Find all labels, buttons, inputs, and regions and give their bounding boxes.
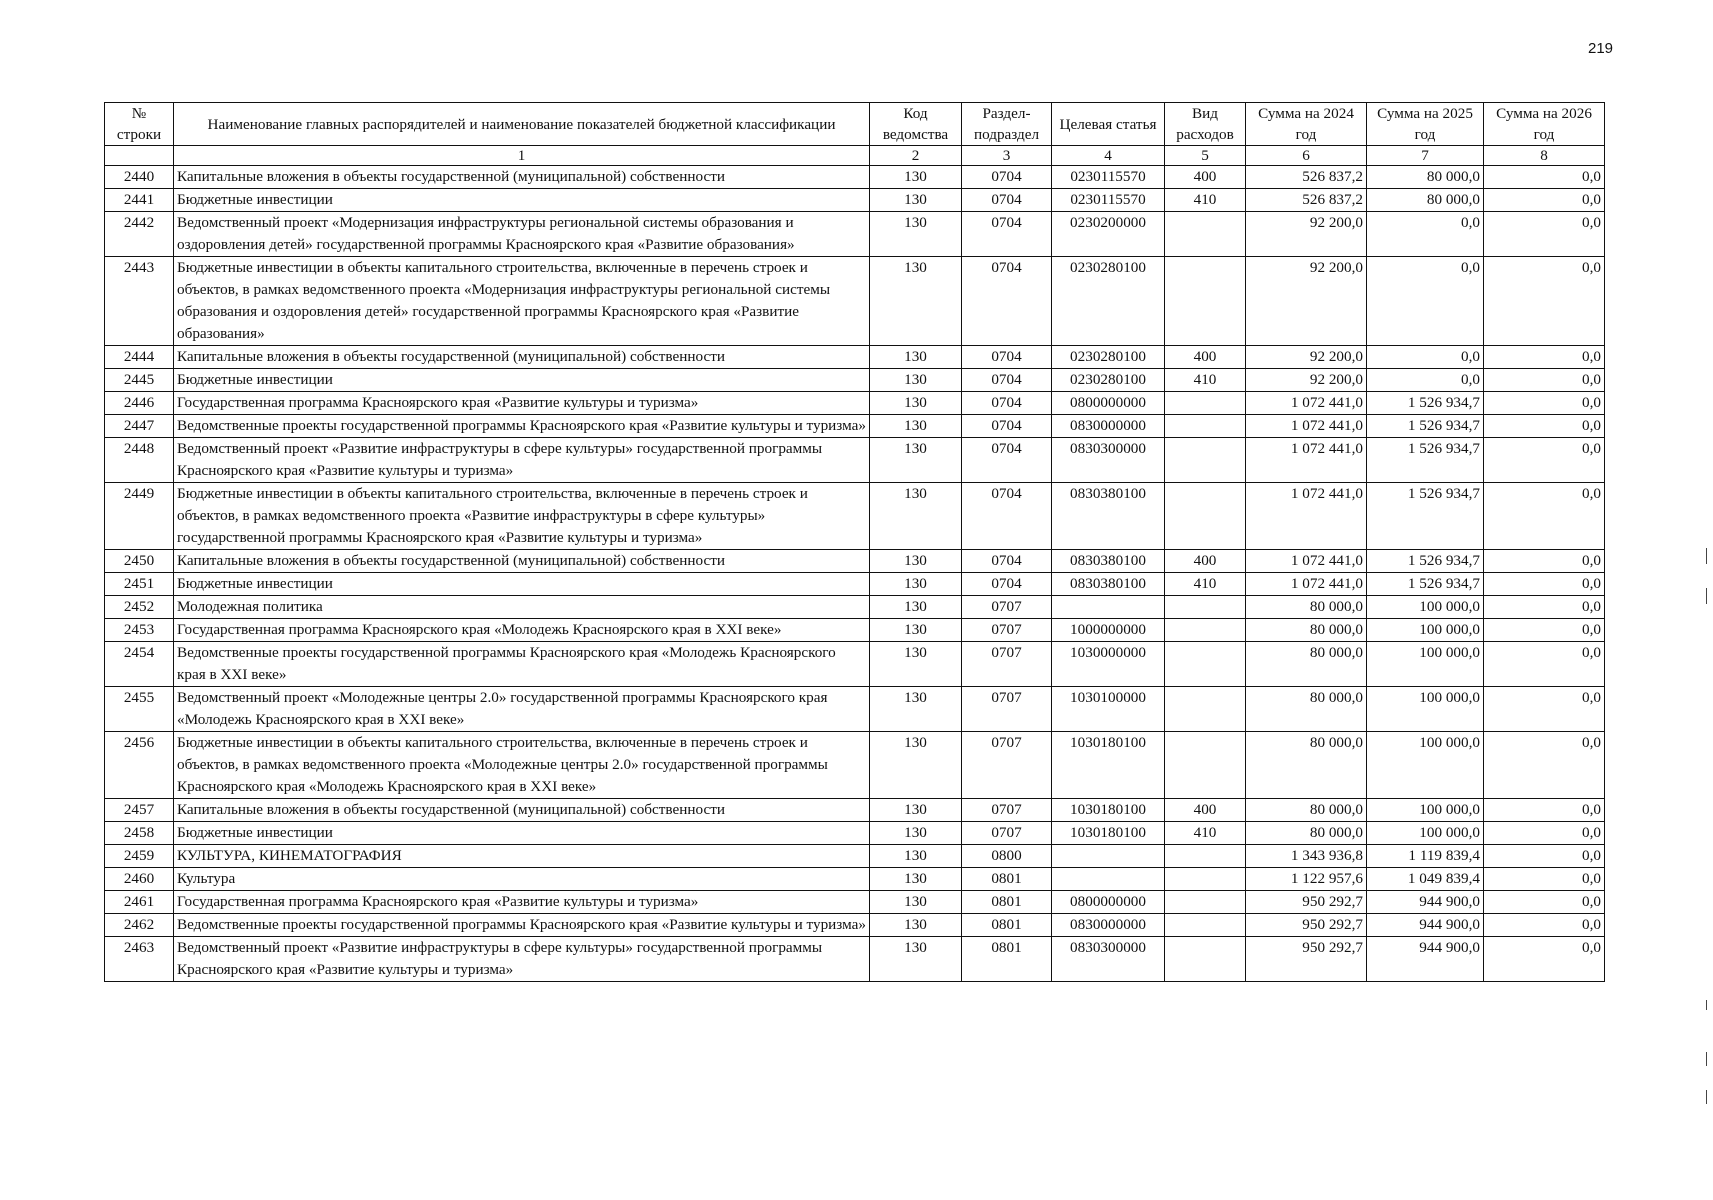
cell-expense-type bbox=[1165, 914, 1246, 937]
cell-target-article: 0830300000 bbox=[1052, 438, 1165, 483]
cell-row-number: 2446 bbox=[105, 392, 174, 415]
scan-edge-mark bbox=[1706, 588, 1707, 604]
table-row bbox=[105, 868, 1605, 891]
header-name: Наименование главных распорядителей и наименование показателей бюджетной классификации bbox=[174, 103, 870, 146]
cell-sum-2024: 1 072 441,0 bbox=[1246, 550, 1367, 573]
cell-sum-2026: 0,0 bbox=[1484, 212, 1605, 257]
cell-name: Государственная программа Красноярского края «Развитие культуры и туризма» bbox=[174, 392, 870, 415]
cell-sum-2026: 0,0 bbox=[1484, 346, 1605, 369]
header-sum-2026: Сумма на 2026 год bbox=[1484, 103, 1605, 146]
header-department-code: Код ведомства bbox=[870, 103, 962, 146]
column-number-row bbox=[105, 146, 1605, 166]
cell-row-number: 2450 bbox=[105, 550, 174, 573]
cell-row-number: 2455 bbox=[105, 687, 174, 732]
cell-expense-type: 410 bbox=[1165, 822, 1246, 845]
cell-row-number: 2441 bbox=[105, 189, 174, 212]
cell-target-article: 0230280100 bbox=[1052, 257, 1165, 346]
cell-name: Культура bbox=[174, 868, 870, 891]
cell-sum-2025: 100 000,0 bbox=[1367, 596, 1484, 619]
cell-expense-type bbox=[1165, 438, 1246, 483]
header-row-number: № строки bbox=[105, 103, 174, 146]
cell-sum-2026: 0,0 bbox=[1484, 573, 1605, 596]
cell-name: Капитальные вложения в объекты государственной (муниципальной) собственности bbox=[174, 166, 870, 189]
cell-target-article: 1030180100 bbox=[1052, 799, 1165, 822]
cell-row-number: 2443 bbox=[105, 257, 174, 346]
cell-sum-2026: 0,0 bbox=[1484, 415, 1605, 438]
cell-section: 0704 bbox=[962, 415, 1052, 438]
cell-sum-2025: 100 000,0 bbox=[1367, 687, 1484, 732]
cell-sum-2024: 1 072 441,0 bbox=[1246, 415, 1367, 438]
cell-department-code: 130 bbox=[870, 392, 962, 415]
cell-row-number: 2449 bbox=[105, 483, 174, 550]
cell-expense-type bbox=[1165, 483, 1246, 550]
cell-expense-type bbox=[1165, 642, 1246, 687]
cell-section: 0704 bbox=[962, 438, 1052, 483]
table-row bbox=[105, 438, 1605, 483]
column-number: 3 bbox=[962, 146, 1052, 166]
budget-table bbox=[104, 102, 1605, 982]
table-row bbox=[105, 937, 1605, 982]
cell-department-code: 130 bbox=[870, 596, 962, 619]
cell-row-number: 2457 bbox=[105, 799, 174, 822]
cell-section: 0704 bbox=[962, 257, 1052, 346]
cell-expense-type bbox=[1165, 619, 1246, 642]
table-row bbox=[105, 573, 1605, 596]
cell-section: 0704 bbox=[962, 212, 1052, 257]
cell-sum-2026: 0,0 bbox=[1484, 392, 1605, 415]
cell-department-code: 130 bbox=[870, 189, 962, 212]
cell-sum-2025: 100 000,0 bbox=[1367, 799, 1484, 822]
cell-sum-2025: 100 000,0 bbox=[1367, 822, 1484, 845]
cell-sum-2024: 1 122 957,6 bbox=[1246, 868, 1367, 891]
table-row bbox=[105, 212, 1605, 257]
table-row bbox=[105, 346, 1605, 369]
cell-department-code: 130 bbox=[870, 845, 962, 868]
cell-row-number: 2463 bbox=[105, 937, 174, 982]
cell-target-article: 0830000000 bbox=[1052, 415, 1165, 438]
cell-sum-2026: 0,0 bbox=[1484, 868, 1605, 891]
table-row bbox=[105, 732, 1605, 799]
cell-name: Ведомственный проект «Модернизация инфраструктуры региональной системы образования и оздоровления детей» государственной программы Красноярского края «Развитие образования» bbox=[174, 212, 870, 257]
cell-name: Ведомственные проекты государственной программы Красноярского края «Развитие культуры и туризма» bbox=[174, 415, 870, 438]
cell-expense-type: 400 bbox=[1165, 550, 1246, 573]
cell-sum-2025: 80 000,0 bbox=[1367, 189, 1484, 212]
scan-edge-mark bbox=[1706, 1090, 1707, 1104]
cell-row-number: 2440 bbox=[105, 166, 174, 189]
table-row bbox=[105, 687, 1605, 732]
cell-expense-type: 400 bbox=[1165, 166, 1246, 189]
cell-row-number: 2444 bbox=[105, 346, 174, 369]
cell-section: 0704 bbox=[962, 483, 1052, 550]
cell-name: Бюджетные инвестиции bbox=[174, 822, 870, 845]
cell-row-number: 2456 bbox=[105, 732, 174, 799]
cell-section: 0707 bbox=[962, 799, 1052, 822]
cell-department-code: 130 bbox=[870, 937, 962, 982]
table-row bbox=[105, 642, 1605, 687]
cell-target-article: 0830380100 bbox=[1052, 550, 1165, 573]
cell-expense-type bbox=[1165, 596, 1246, 619]
cell-sum-2025: 0,0 bbox=[1367, 257, 1484, 346]
cell-department-code: 130 bbox=[870, 914, 962, 937]
cell-department-code: 130 bbox=[870, 822, 962, 845]
cell-sum-2025: 1 049 839,4 bbox=[1367, 868, 1484, 891]
cell-section: 0801 bbox=[962, 891, 1052, 914]
column-number: 8 bbox=[1484, 146, 1605, 166]
cell-sum-2026: 0,0 bbox=[1484, 189, 1605, 212]
cell-expense-type: 400 bbox=[1165, 799, 1246, 822]
table-row bbox=[105, 166, 1605, 189]
cell-row-number: 2448 bbox=[105, 438, 174, 483]
cell-expense-type bbox=[1165, 868, 1246, 891]
cell-section: 0704 bbox=[962, 189, 1052, 212]
cell-expense-type bbox=[1165, 687, 1246, 732]
cell-sum-2026: 0,0 bbox=[1484, 596, 1605, 619]
cell-sum-2024: 80 000,0 bbox=[1246, 732, 1367, 799]
cell-section: 0801 bbox=[962, 937, 1052, 982]
cell-sum-2024: 80 000,0 bbox=[1246, 687, 1367, 732]
cell-row-number: 2447 bbox=[105, 415, 174, 438]
cell-sum-2024: 1 072 441,0 bbox=[1246, 483, 1367, 550]
cell-sum-2025: 1 526 934,7 bbox=[1367, 438, 1484, 483]
cell-department-code: 130 bbox=[870, 891, 962, 914]
table-row bbox=[105, 369, 1605, 392]
cell-name: КУЛЬТУРА, КИНЕМАТОГРАФИЯ bbox=[174, 845, 870, 868]
cell-sum-2024: 1 343 936,8 bbox=[1246, 845, 1367, 868]
cell-department-code: 130 bbox=[870, 732, 962, 799]
cell-sum-2025: 944 900,0 bbox=[1367, 891, 1484, 914]
cell-sum-2026: 0,0 bbox=[1484, 438, 1605, 483]
scan-edge-mark bbox=[1706, 1000, 1707, 1010]
table-row bbox=[105, 822, 1605, 845]
cell-name: Ведомственный проект «Развитие инфраструктуры в сфере культуры» государственной программы Красноярского края «Развитие культуры и туризма» bbox=[174, 438, 870, 483]
cell-row-number: 2454 bbox=[105, 642, 174, 687]
header-expense-type: Вид расходов bbox=[1165, 103, 1246, 146]
cell-sum-2026: 0,0 bbox=[1484, 891, 1605, 914]
cell-expense-type: 410 bbox=[1165, 189, 1246, 212]
cell-target-article: 0800000000 bbox=[1052, 891, 1165, 914]
column-number: 5 bbox=[1165, 146, 1246, 166]
cell-row-number: 2445 bbox=[105, 369, 174, 392]
cell-sum-2025: 1 526 934,7 bbox=[1367, 392, 1484, 415]
cell-expense-type bbox=[1165, 937, 1246, 982]
cell-sum-2025: 80 000,0 bbox=[1367, 166, 1484, 189]
cell-section: 0704 bbox=[962, 369, 1052, 392]
table-row bbox=[105, 619, 1605, 642]
cell-sum-2025: 0,0 bbox=[1367, 212, 1484, 257]
cell-section: 0704 bbox=[962, 573, 1052, 596]
cell-sum-2025: 0,0 bbox=[1367, 369, 1484, 392]
cell-expense-type bbox=[1165, 732, 1246, 799]
cell-name: Бюджетные инвестиции в объекты капитального строительства, включенные в перечень строек и объектов, в рамках ведомственного проекта «Модернизация инфраструктуры региональной системы образования и оздоровления детей» государственной программы Красноярского края «Развитие образования» bbox=[174, 257, 870, 346]
cell-sum-2026: 0,0 bbox=[1484, 822, 1605, 845]
cell-row-number: 2461 bbox=[105, 891, 174, 914]
cell-target-article: 0830380100 bbox=[1052, 573, 1165, 596]
table-row bbox=[105, 257, 1605, 346]
cell-sum-2024: 80 000,0 bbox=[1246, 822, 1367, 845]
cell-department-code: 130 bbox=[870, 166, 962, 189]
cell-target-article: 0830380100 bbox=[1052, 483, 1165, 550]
cell-sum-2024: 92 200,0 bbox=[1246, 369, 1367, 392]
cell-row-number: 2458 bbox=[105, 822, 174, 845]
cell-sum-2024: 950 292,7 bbox=[1246, 891, 1367, 914]
header-sum-2025: Сумма на 2025 год bbox=[1367, 103, 1484, 146]
cell-name: Ведомственные проекты государственной программы Красноярского края «Молодежь Красноярского края в XXI веке» bbox=[174, 642, 870, 687]
cell-name: Молодежная политика bbox=[174, 596, 870, 619]
cell-expense-type: 400 bbox=[1165, 346, 1246, 369]
cell-sum-2026: 0,0 bbox=[1484, 257, 1605, 346]
page-number: 219 bbox=[1588, 40, 1614, 57]
cell-department-code: 130 bbox=[870, 619, 962, 642]
cell-section: 0707 bbox=[962, 687, 1052, 732]
cell-department-code: 130 bbox=[870, 212, 962, 257]
scan-edge-mark bbox=[1706, 1052, 1707, 1066]
cell-sum-2026: 0,0 bbox=[1484, 845, 1605, 868]
column-number: 2 bbox=[870, 146, 962, 166]
column-number bbox=[105, 146, 174, 166]
header-sum-2024: Сумма на 2024 год bbox=[1246, 103, 1367, 146]
cell-target-article: 0230115570 bbox=[1052, 166, 1165, 189]
cell-department-code: 130 bbox=[870, 483, 962, 550]
cell-section: 0707 bbox=[962, 596, 1052, 619]
column-number: 4 bbox=[1052, 146, 1165, 166]
cell-sum-2026: 0,0 bbox=[1484, 732, 1605, 799]
table-row bbox=[105, 891, 1605, 914]
cell-department-code: 130 bbox=[870, 550, 962, 573]
cell-row-number: 2460 bbox=[105, 868, 174, 891]
cell-department-code: 130 bbox=[870, 438, 962, 483]
cell-target-article: 1030100000 bbox=[1052, 687, 1165, 732]
table-row bbox=[105, 415, 1605, 438]
cell-sum-2025: 1 526 934,7 bbox=[1367, 573, 1484, 596]
cell-name: Государственная программа Красноярского края «Молодежь Красноярского края в XXI веке» bbox=[174, 619, 870, 642]
cell-department-code: 130 bbox=[870, 799, 962, 822]
table-body bbox=[105, 166, 1605, 982]
cell-target-article: 1030180100 bbox=[1052, 732, 1165, 799]
cell-sum-2024: 1 072 441,0 bbox=[1246, 573, 1367, 596]
cell-department-code: 130 bbox=[870, 573, 962, 596]
table-row bbox=[105, 189, 1605, 212]
cell-sum-2024: 950 292,7 bbox=[1246, 914, 1367, 937]
cell-sum-2024: 526 837,2 bbox=[1246, 166, 1367, 189]
header-row bbox=[105, 103, 1605, 146]
cell-name: Капитальные вложения в объекты государственной (муниципальной) собственности bbox=[174, 346, 870, 369]
cell-target-article: 0230280100 bbox=[1052, 369, 1165, 392]
cell-target-article: 0830300000 bbox=[1052, 937, 1165, 982]
cell-name: Ведомственный проект «Развитие инфраструктуры в сфере культуры» государственной программы Красноярского края «Развитие культуры и туризма» bbox=[174, 937, 870, 982]
cell-sum-2024: 1 072 441,0 bbox=[1246, 392, 1367, 415]
cell-expense-type: 410 bbox=[1165, 573, 1246, 596]
cell-target-article: 1000000000 bbox=[1052, 619, 1165, 642]
cell-expense-type bbox=[1165, 415, 1246, 438]
cell-section: 0704 bbox=[962, 392, 1052, 415]
cell-row-number: 2462 bbox=[105, 914, 174, 937]
cell-section: 0707 bbox=[962, 642, 1052, 687]
scan-edge-marks bbox=[1706, 0, 1709, 1200]
cell-sum-2025: 100 000,0 bbox=[1367, 619, 1484, 642]
cell-department-code: 130 bbox=[870, 642, 962, 687]
column-number: 6 bbox=[1246, 146, 1367, 166]
cell-sum-2025: 0,0 bbox=[1367, 346, 1484, 369]
cell-name: Бюджетные инвестиции bbox=[174, 573, 870, 596]
cell-section: 0707 bbox=[962, 822, 1052, 845]
cell-sum-2026: 0,0 bbox=[1484, 914, 1605, 937]
cell-section: 0704 bbox=[962, 550, 1052, 573]
cell-sum-2024: 1 072 441,0 bbox=[1246, 438, 1367, 483]
cell-row-number: 2452 bbox=[105, 596, 174, 619]
table-row bbox=[105, 799, 1605, 822]
cell-sum-2025: 1 526 934,7 bbox=[1367, 483, 1484, 550]
cell-name: Бюджетные инвестиции bbox=[174, 369, 870, 392]
cell-row-number: 2453 bbox=[105, 619, 174, 642]
column-number: 1 bbox=[174, 146, 870, 166]
cell-target-article: 0800000000 bbox=[1052, 392, 1165, 415]
column-number: 7 bbox=[1367, 146, 1484, 166]
table-row bbox=[105, 914, 1605, 937]
cell-target-article: 0830000000 bbox=[1052, 914, 1165, 937]
scan-edge-mark bbox=[1706, 548, 1707, 564]
table-row bbox=[105, 392, 1605, 415]
cell-sum-2026: 0,0 bbox=[1484, 937, 1605, 982]
cell-section: 0800 bbox=[962, 845, 1052, 868]
cell-sum-2024: 92 200,0 bbox=[1246, 346, 1367, 369]
cell-expense-type bbox=[1165, 392, 1246, 415]
cell-section: 0707 bbox=[962, 619, 1052, 642]
cell-sum-2025: 944 900,0 bbox=[1367, 937, 1484, 982]
cell-name: Бюджетные инвестиции в объекты капитального строительства, включенные в перечень строек и объектов, в рамках ведомственного проекта «Молодежные центры 2.0» государственной программы Красноярского края «Молодежь Красноярского края в XXI веке» bbox=[174, 732, 870, 799]
cell-sum-2026: 0,0 bbox=[1484, 483, 1605, 550]
cell-name: Капитальные вложения в объекты государственной (муниципальной) собственности bbox=[174, 799, 870, 822]
cell-sum-2026: 0,0 bbox=[1484, 642, 1605, 687]
cell-department-code: 130 bbox=[870, 369, 962, 392]
cell-sum-2026: 0,0 bbox=[1484, 369, 1605, 392]
cell-expense-type bbox=[1165, 212, 1246, 257]
cell-sum-2024: 950 292,7 bbox=[1246, 937, 1367, 982]
cell-sum-2024: 526 837,2 bbox=[1246, 189, 1367, 212]
cell-section: 0704 bbox=[962, 166, 1052, 189]
cell-expense-type bbox=[1165, 845, 1246, 868]
cell-name: Бюджетные инвестиции в объекты капитального строительства, включенные в перечень строек и объектов, в рамках ведомственного проекта «Развитие инфраструктуры в сфере культуры» государственной программы Красноярского края «Развитие культуры и туризма» bbox=[174, 483, 870, 550]
cell-target-article: 1030000000 bbox=[1052, 642, 1165, 687]
cell-section: 0801 bbox=[962, 914, 1052, 937]
cell-section: 0801 bbox=[962, 868, 1052, 891]
cell-sum-2025: 1 119 839,4 bbox=[1367, 845, 1484, 868]
cell-sum-2024: 80 000,0 bbox=[1246, 619, 1367, 642]
cell-target-article: 1030180100 bbox=[1052, 822, 1165, 845]
cell-sum-2024: 80 000,0 bbox=[1246, 799, 1367, 822]
cell-sum-2026: 0,0 bbox=[1484, 166, 1605, 189]
cell-department-code: 130 bbox=[870, 257, 962, 346]
header-section: Раздел-подраздел bbox=[962, 103, 1052, 146]
cell-expense-type: 410 bbox=[1165, 369, 1246, 392]
cell-sum-2024: 80 000,0 bbox=[1246, 596, 1367, 619]
cell-department-code: 130 bbox=[870, 687, 962, 732]
cell-expense-type bbox=[1165, 257, 1246, 346]
cell-expense-type bbox=[1165, 891, 1246, 914]
cell-sum-2024: 92 200,0 bbox=[1246, 212, 1367, 257]
cell-department-code: 130 bbox=[870, 868, 962, 891]
cell-department-code: 130 bbox=[870, 415, 962, 438]
cell-sum-2025: 944 900,0 bbox=[1367, 914, 1484, 937]
table-row bbox=[105, 483, 1605, 550]
cell-name: Государственная программа Красноярского края «Развитие культуры и туризма» bbox=[174, 891, 870, 914]
cell-sum-2024: 92 200,0 bbox=[1246, 257, 1367, 346]
cell-target-article bbox=[1052, 868, 1165, 891]
cell-row-number: 2459 bbox=[105, 845, 174, 868]
cell-sum-2024: 80 000,0 bbox=[1246, 642, 1367, 687]
cell-name: Капитальные вложения в объекты государственной (муниципальной) собственности bbox=[174, 550, 870, 573]
cell-section: 0707 bbox=[962, 732, 1052, 799]
cell-name: Бюджетные инвестиции bbox=[174, 189, 870, 212]
cell-target-article: 0230280100 bbox=[1052, 346, 1165, 369]
cell-row-number: 2442 bbox=[105, 212, 174, 257]
cell-sum-2026: 0,0 bbox=[1484, 619, 1605, 642]
cell-section: 0704 bbox=[962, 346, 1052, 369]
cell-sum-2026: 0,0 bbox=[1484, 687, 1605, 732]
cell-sum-2025: 100 000,0 bbox=[1367, 732, 1484, 799]
cell-name: Ведомственный проект «Молодежные центры 2.0» государственной программы Красноярского края «Молодежь Красноярского края в XXI веке» bbox=[174, 687, 870, 732]
cell-sum-2025: 100 000,0 bbox=[1367, 642, 1484, 687]
cell-sum-2026: 0,0 bbox=[1484, 550, 1605, 573]
cell-sum-2025: 1 526 934,7 bbox=[1367, 550, 1484, 573]
cell-target-article bbox=[1052, 845, 1165, 868]
cell-sum-2025: 1 526 934,7 bbox=[1367, 415, 1484, 438]
table-row bbox=[105, 596, 1605, 619]
table-row bbox=[105, 550, 1605, 573]
cell-name: Ведомственные проекты государственной программы Красноярского края «Развитие культуры и туризма» bbox=[174, 914, 870, 937]
cell-sum-2026: 0,0 bbox=[1484, 799, 1605, 822]
header-target-article: Целевая статья bbox=[1052, 103, 1165, 146]
cell-row-number: 2451 bbox=[105, 573, 174, 596]
cell-target-article: 0230115570 bbox=[1052, 189, 1165, 212]
table-row bbox=[105, 845, 1605, 868]
cell-target-article: 0230200000 bbox=[1052, 212, 1165, 257]
cell-target-article bbox=[1052, 596, 1165, 619]
cell-department-code: 130 bbox=[870, 346, 962, 369]
